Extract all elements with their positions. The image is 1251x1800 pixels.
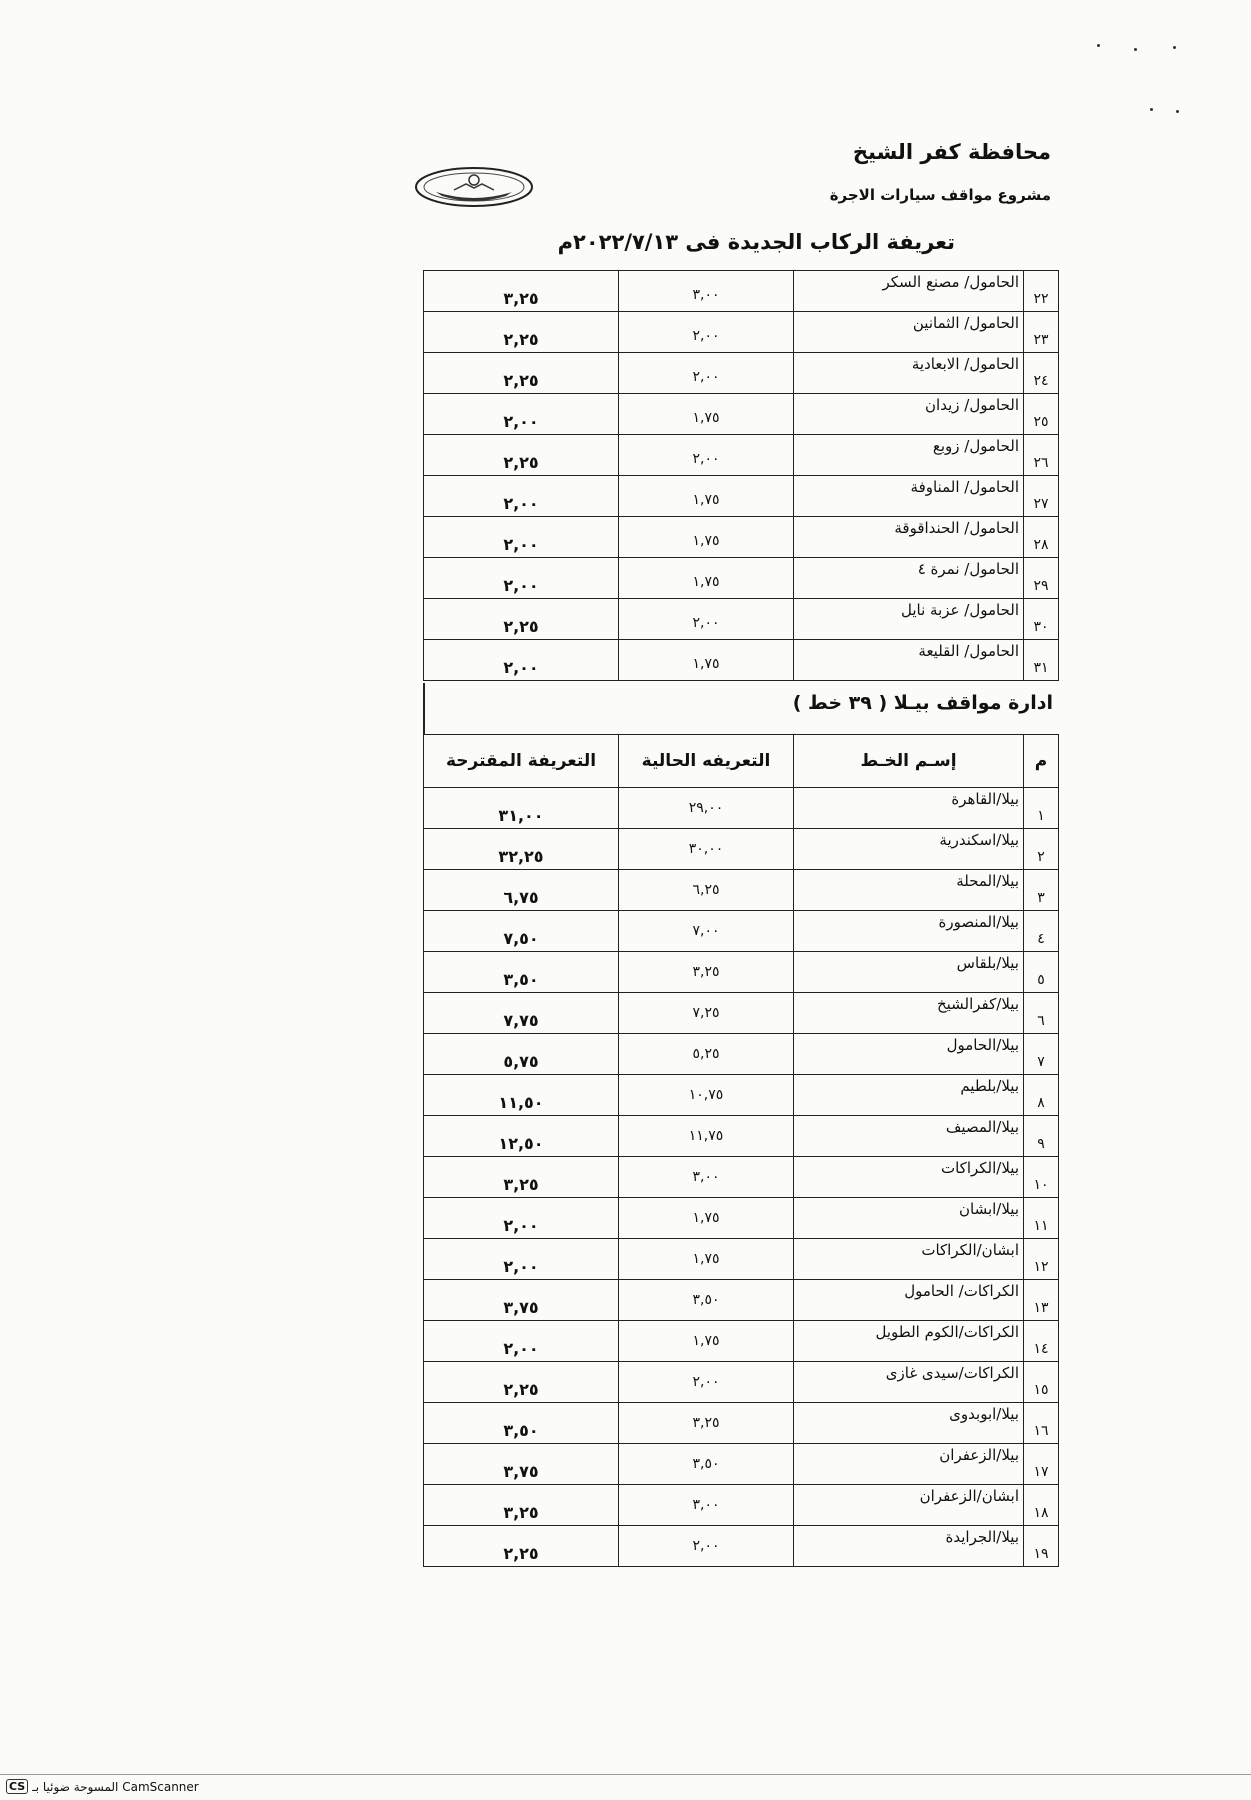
table-row (424, 1239, 1059, 1280)
table-row (424, 353, 1059, 394)
cell-num: ١٦ (1024, 1403, 1059, 1444)
cell-current-fare: ٦,٢٥ (619, 870, 794, 911)
cell-num: ٢٧ (1024, 476, 1059, 517)
table-row (424, 870, 1059, 911)
cell-proposed-fare: ٢,٠٠ (424, 476, 619, 517)
cell-num: ٢٨ (1024, 517, 1059, 558)
cell-current-fare: ١١,٧٥ (619, 1116, 794, 1157)
cell-current-fare: ٣,٠٠ (619, 271, 794, 312)
cell-proposed-fare: ٢,٢٥ (424, 312, 619, 353)
cell-proposed-fare: ٢,٢٥ (424, 435, 619, 476)
cell-line-name: بيلا/الحامول (794, 1034, 1024, 1075)
cell-line-name: ابشان/الكراكات (794, 1239, 1024, 1280)
footer-rule (0, 1774, 1251, 1775)
cell-current-fare: ٣,٥٠ (619, 1280, 794, 1321)
cell-line-name: بيلا/ابوبدوى (794, 1403, 1024, 1444)
cell-proposed-fare: ٢,٠٠ (424, 1198, 619, 1239)
table-row (424, 435, 1059, 476)
cell-num: ٤ (1024, 911, 1059, 952)
cell-num: ٣ (1024, 870, 1059, 911)
cell-proposed-fare: ٢,٠٠ (424, 640, 619, 681)
cell-current-fare: ٧,٠٠ (619, 911, 794, 952)
fare-table-bila (423, 734, 1059, 1567)
cell-proposed-fare: ٥,٧٥ (424, 1034, 619, 1075)
cell-line-name: الكراكات/الكوم الطويل (794, 1321, 1024, 1362)
table-row (424, 1280, 1059, 1321)
cell-proposed-fare: ٣,٧٥ (424, 1444, 619, 1485)
cell-proposed-fare: ٣,٥٠ (424, 1403, 619, 1444)
table-row (424, 1403, 1059, 1444)
cell-line-name: الحامول/ زيدان (794, 394, 1024, 435)
cell-line-name: بيلا/القاهرة (794, 788, 1024, 829)
scan-speck (1150, 108, 1153, 111)
cell-line-name: الحامول/ عزبة نايل (794, 599, 1024, 640)
table-row (424, 558, 1059, 599)
cell-current-fare: ١٠,٧٥ (619, 1075, 794, 1116)
cell-current-fare: ٣,٠٠ (619, 1485, 794, 1526)
cell-line-name: الحامول/ نمرة ٤ (794, 558, 1024, 599)
document-header (830, 140, 1051, 204)
table-row (424, 394, 1059, 435)
table-row (424, 1034, 1059, 1075)
governorate-logo (414, 166, 534, 208)
fare-table-hamoul (423, 270, 1059, 681)
cell-current-fare: ٢,٠٠ (619, 353, 794, 394)
cell-current-fare: ٣,٢٥ (619, 952, 794, 993)
cell-line-name: الحامول/ زوبع (794, 435, 1024, 476)
table-row (424, 1198, 1059, 1239)
scan-speck (1134, 48, 1137, 51)
cell-current-fare: ١,٧٥ (619, 394, 794, 435)
cell-line-name: بيلا/المنصورة (794, 911, 1024, 952)
cell-line-name: الكراكات/ الحامول (794, 1280, 1024, 1321)
cell-current-fare: ١,٧٥ (619, 558, 794, 599)
cell-proposed-fare: ١٢,٥٠ (424, 1116, 619, 1157)
cell-current-fare: ٣٠,٠٠ (619, 829, 794, 870)
cell-current-fare: ٧,٢٥ (619, 993, 794, 1034)
cell-current-fare: ٣,٥٠ (619, 1444, 794, 1485)
cell-num: ٢٤ (1024, 353, 1059, 394)
cell-num: ٣١ (1024, 640, 1059, 681)
table-row (424, 1362, 1059, 1403)
cell-proposed-fare: ٢,٠٠ (424, 1321, 619, 1362)
cell-current-fare: ٥,٢٥ (619, 1034, 794, 1075)
cell-proposed-fare: ٧,٥٠ (424, 911, 619, 952)
cell-current-fare: ٢,٠٠ (619, 1362, 794, 1403)
table-row (424, 599, 1059, 640)
scan-speck (1173, 46, 1176, 49)
table-header-row (424, 735, 1059, 788)
cell-num: ٢٣ (1024, 312, 1059, 353)
cell-proposed-fare: ٧,٧٥ (424, 993, 619, 1034)
cell-line-name: بيلا/اسكندرية (794, 829, 1024, 870)
cell-num: ٦ (1024, 993, 1059, 1034)
cell-line-name: بيلا/الكراكات (794, 1157, 1024, 1198)
cell-num: ١٥ (1024, 1362, 1059, 1403)
header-proposed-fare: التعريفة المقترحة (424, 735, 619, 788)
cell-line-name: بيلا/ابشان (794, 1198, 1024, 1239)
table-row (424, 788, 1059, 829)
table-row (424, 952, 1059, 993)
cell-num: ١٢ (1024, 1239, 1059, 1280)
cell-current-fare: ٢,٠٠ (619, 312, 794, 353)
scanner-footer (6, 1779, 199, 1794)
cell-proposed-fare: ٣,٢٥ (424, 1485, 619, 1526)
table-row (424, 1157, 1059, 1198)
table-row (424, 1526, 1059, 1567)
scan-speck (1176, 110, 1179, 113)
cell-proposed-fare: ٢,٢٥ (424, 599, 619, 640)
table-row (424, 312, 1059, 353)
cell-proposed-fare: ٣,٥٠ (424, 952, 619, 993)
cell-current-fare: ١,٧٥ (619, 1198, 794, 1239)
cell-proposed-fare: ٣,٢٥ (424, 271, 619, 312)
cell-num: ١٩ (1024, 1526, 1059, 1567)
cell-num: ١ (1024, 788, 1059, 829)
table-row (424, 640, 1059, 681)
table-row (424, 1485, 1059, 1526)
cell-num: ١٠ (1024, 1157, 1059, 1198)
cell-line-name: الحامول/ المناوفة (794, 476, 1024, 517)
scan-speck (1097, 44, 1100, 47)
cell-line-name: ابشان/الزعفران (794, 1485, 1024, 1526)
cell-current-fare: ٣,٠٠ (619, 1157, 794, 1198)
cell-current-fare: ١,٧٥ (619, 476, 794, 517)
cell-num: ١١ (1024, 1198, 1059, 1239)
project-name: مشروع مواقف سيارات الاجرة (829, 186, 1051, 204)
cell-line-name: بيلا/بلطيم (794, 1075, 1024, 1116)
section-title-bila: ادارة مواقف بيـلا ( ٣٩ خط ) (792, 692, 1053, 714)
header-current-fare: التعريفه الحالية (619, 735, 794, 788)
cell-num: ٩ (1024, 1116, 1059, 1157)
cell-current-fare: ٢,٠٠ (619, 435, 794, 476)
cell-line-name: بيلا/الجرايدة (794, 1526, 1024, 1567)
cell-line-name: الحامول/ القليعة (794, 640, 1024, 681)
cell-proposed-fare: ٦,٧٥ (424, 870, 619, 911)
cell-line-name: بيلا/الزعفران (794, 1444, 1024, 1485)
cell-proposed-fare: ٢,٠٠ (424, 517, 619, 558)
table-row (424, 1116, 1059, 1157)
cell-num: ٢٥ (1024, 394, 1059, 435)
cell-line-name: الحامول/ الثمانين (794, 312, 1024, 353)
cell-current-fare: ٣,٢٥ (619, 1403, 794, 1444)
cell-num: ١٧ (1024, 1444, 1059, 1485)
table-row (424, 829, 1059, 870)
table-row (424, 517, 1059, 558)
cell-num: ٥ (1024, 952, 1059, 993)
cell-line-name: بيلا/كفرالشيخ (794, 993, 1024, 1034)
cell-line-name: الحامول/ مصنع السكر (794, 271, 1024, 312)
cell-current-fare: ١,٧٥ (619, 640, 794, 681)
cell-line-name: بيلا/المصيف (794, 1116, 1024, 1157)
table-row (424, 271, 1059, 312)
table-row (424, 993, 1059, 1034)
cell-proposed-fare: ١١,٥٠ (424, 1075, 619, 1116)
camscanner-icon: CS (6, 1779, 28, 1794)
cell-current-fare: ١,٧٥ (619, 1321, 794, 1362)
cell-proposed-fare: ٣,٢٥ (424, 1157, 619, 1198)
governorate-name: محافظة كفر الشيخ (852, 140, 1051, 164)
cell-num: ٢٢ (1024, 271, 1059, 312)
cell-proposed-fare: ٢,٢٥ (424, 1526, 619, 1567)
cell-line-name: بيلا/بلقاس (794, 952, 1024, 993)
cell-current-fare: ٢٩,٠٠ (619, 788, 794, 829)
cell-line-name: الكراكات/سيدى غازى (794, 1362, 1024, 1403)
table-row (424, 1444, 1059, 1485)
cell-current-fare: ٢,٠٠ (619, 1526, 794, 1567)
table-row (424, 911, 1059, 952)
cell-proposed-fare: ٢,٠٠ (424, 1239, 619, 1280)
cell-current-fare: ١,٧٥ (619, 517, 794, 558)
cell-current-fare: ٢,٠٠ (619, 599, 794, 640)
cell-num: ١٣ (1024, 1280, 1059, 1321)
cell-num: ٣٠ (1024, 599, 1059, 640)
cell-line-name: بيلا/المحلة (794, 870, 1024, 911)
document-title: تعريفة الركاب الجديدة فى ٢٠٢٢/٧/١٣م (557, 230, 955, 254)
cell-proposed-fare: ٣١,٠٠ (424, 788, 619, 829)
cell-line-name: الحامول/ الحنداقوقة (794, 517, 1024, 558)
cell-proposed-fare: ٢,٠٠ (424, 394, 619, 435)
cell-proposed-fare: ٣٢,٢٥ (424, 829, 619, 870)
cell-proposed-fare: ٣,٧٥ (424, 1280, 619, 1321)
cell-proposed-fare: ٢,٢٥ (424, 353, 619, 394)
cell-proposed-fare: ٢,٢٥ (424, 1362, 619, 1403)
cell-proposed-fare: ٢,٠٠ (424, 558, 619, 599)
table-row (424, 1075, 1059, 1116)
header-line-name: إسـم الخـط (794, 735, 1024, 788)
table-row (424, 476, 1059, 517)
cell-num: ١٨ (1024, 1485, 1059, 1526)
cell-num: ١٤ (1024, 1321, 1059, 1362)
cell-num: ٨ (1024, 1075, 1059, 1116)
cell-num: ٢ (1024, 829, 1059, 870)
table-row (424, 1321, 1059, 1362)
cell-num: ٢٩ (1024, 558, 1059, 599)
cell-num: ٧ (1024, 1034, 1059, 1075)
cell-current-fare: ١,٧٥ (619, 1239, 794, 1280)
table-divider (423, 683, 425, 734)
cell-line-name: الحامول/ الابعادية (794, 353, 1024, 394)
cell-num: ٢٦ (1024, 435, 1059, 476)
header-num: م (1024, 735, 1059, 788)
scanner-watermark-text: المسوحة ضوئيا بـ CamScanner (32, 1779, 199, 1794)
